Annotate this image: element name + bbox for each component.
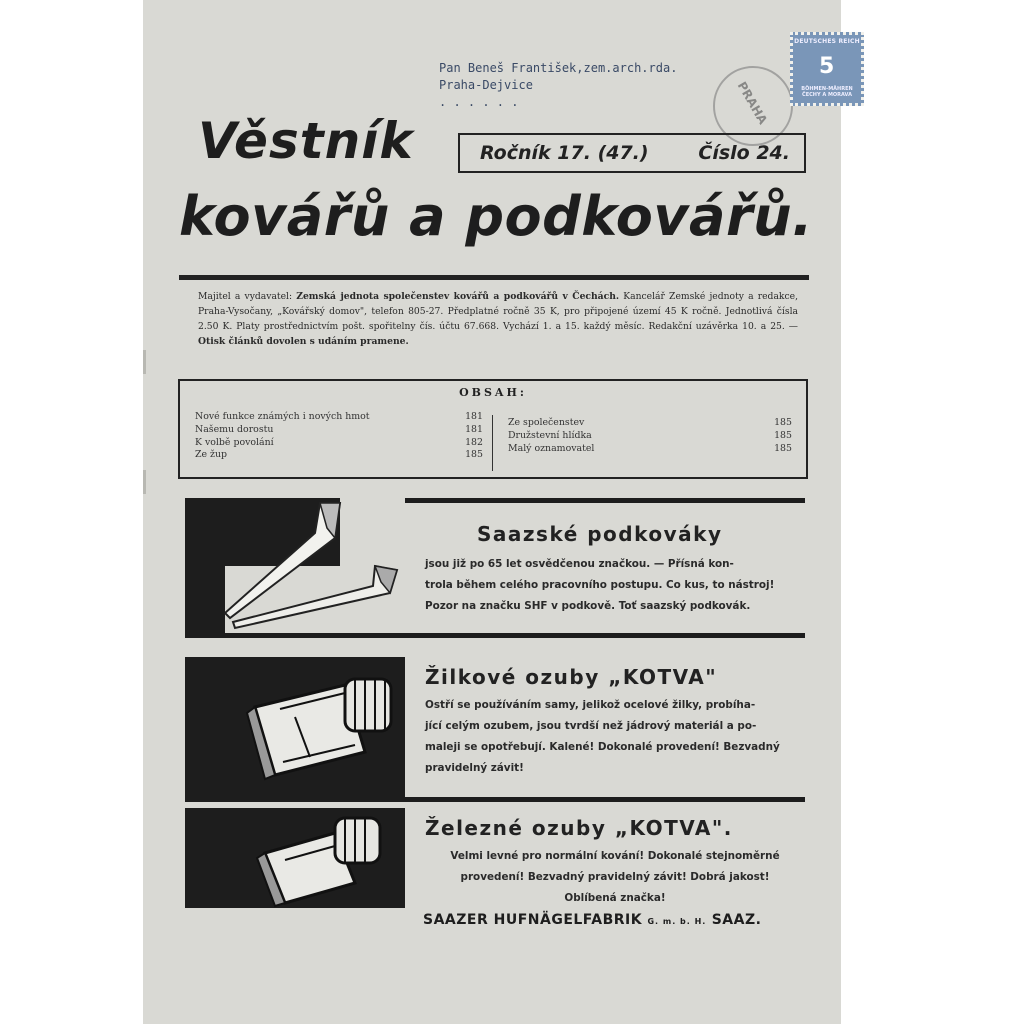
manufacturer-name: SAAZER HUFNÄGELFABRIK [423, 912, 643, 928]
ad-line: Velmi levné pro normální kování! Dokonalé stejnoměrné [450, 850, 780, 862]
ad-line: pravidelný závit! [425, 762, 524, 774]
stud-icon [185, 808, 405, 908]
toc-page: 182 [465, 436, 483, 448]
stamp-region [795, 86, 859, 98]
ad-line: jsou již po 65 let osvědčenou značkou. — Přísná kon- [425, 558, 734, 570]
toc-page: 181 [465, 411, 483, 422]
ad-line: trola během celého pracovního postupu. Co kus, to nástroj! [425, 579, 775, 591]
iron-stud-illustration [185, 808, 405, 908]
stamp-region-line-1: BÖHMEN-MÄHREN [801, 86, 853, 92]
contents-column-left [195, 411, 483, 462]
recipient-address [439, 60, 677, 111]
ad-line: Oblíbená značka! [564, 892, 666, 904]
ad-rule [185, 633, 805, 638]
masthead-title-line-2: kovářů a podkovářů. [179, 185, 814, 248]
stamp-value: 5 [819, 54, 835, 79]
ad-line: Ostří se používáním samy, jelikož ocelové žilky, probíha- [425, 699, 756, 711]
toc-title: Ze společenstev [508, 417, 585, 428]
advertisement-horseshoe-nails [185, 498, 805, 638]
manufacturer-city: SAAZ. [711, 912, 762, 928]
nail-icon [185, 498, 405, 638]
list-item [508, 430, 792, 443]
list-item [508, 417, 792, 430]
ad-body [425, 554, 774, 617]
publisher-details: Kancelář Zemské jednoty a redakce, Praha-Vysočany, „Kovářský domov", telefon 805-27. Předplatné ročně 35 K, pro připojené území 45 K ročně. Jednotlivá čísla 2.50 K. Platy prostřednictvím pošt. spořitelny čís. účtu 67.668. Vychází 1. a 15. každý měsíc. Redakční uzávěrka 10. a 25. — [198, 291, 798, 332]
ad-line: Pozor na značku SHF v podkově. Toť saazský podkovák. [425, 600, 751, 612]
table-of-contents [178, 379, 808, 479]
toc-title: K volbě povolání [195, 436, 274, 448]
masthead-rule [179, 275, 809, 280]
toc-page: 185 [774, 417, 792, 428]
volume-label: Ročník 17. (47.) [480, 142, 649, 164]
publisher-info [198, 289, 798, 349]
manufacturer-signature [423, 912, 761, 928]
contents-divider [492, 415, 493, 471]
binding-mark [143, 470, 146, 494]
newspaper-page [143, 0, 860, 1024]
list-item [508, 443, 792, 456]
toc-title: Našemu dorostu [195, 423, 274, 435]
binding-mark [143, 350, 146, 374]
ad-line: maleji se opotřebují. Kalené! Dokonalé provedení! Bezvadný [425, 741, 780, 753]
toc-title: Družstevní hlídka [508, 429, 592, 441]
stud-icon [185, 657, 405, 797]
stamp-country: DEUTSCHES REICH [794, 38, 860, 45]
list-item [195, 437, 483, 450]
issue-box [458, 133, 806, 173]
horseshoe-nails-illustration [185, 498, 405, 638]
ad-rule [185, 797, 805, 802]
toc-page: 185 [774, 429, 792, 441]
ad-heading: Saazské podkováky [477, 522, 723, 546]
address-line-2: Praha-Dejvice [439, 78, 533, 92]
ad-body [425, 846, 805, 909]
list-item [195, 449, 483, 462]
contents-column-right [508, 417, 792, 455]
publisher-reprint: Otisk článků dovolen s udáním pramene. [198, 336, 409, 347]
publisher-label: Majitel a vydavatel: [198, 291, 293, 302]
publisher-owner: Zemská jednota společenstev kovářů a podkovářů v Čechách. [296, 291, 620, 302]
postmark-text: PRAHA [734, 79, 771, 127]
toc-page: 181 [465, 423, 483, 435]
toc-title: Ze žup [195, 449, 228, 461]
ad-heading: Žilkové ozuby „KOTVA" [425, 665, 718, 689]
advertisement-kotva-studs [185, 657, 805, 797]
ad-body [425, 695, 780, 779]
stamp-region-line-2: ČECHY A MORAVA [802, 92, 852, 98]
ad-heading: Železné ozuby „KOTVA". [425, 816, 733, 840]
list-item [195, 424, 483, 437]
address-line-3: . . . . . . [439, 95, 519, 109]
contents-title: OBSAH: [459, 386, 527, 399]
toc-page: 185 [465, 449, 483, 461]
issue-number: Číslo 24. [698, 142, 790, 164]
manufacturer-suffix: G. m. b. H. [647, 917, 707, 926]
toc-page: 185 [774, 442, 792, 454]
address-line-1: Pan Beneš František,zem.arch.rda. [439, 61, 678, 75]
postage-stamp [790, 32, 864, 106]
toc-title: Nové funkce známých i nových hmot [195, 411, 370, 422]
toc-title: Malý oznamovatel [508, 442, 595, 454]
ad-line: provedení! Bezvadný pravidelný závit! Dobrá jakost! [460, 871, 770, 883]
ad-line: jící celým ozubem, jsou tvrdší než jádrový materiál a po- [425, 720, 757, 732]
masthead-title-line-1: Věstník [198, 112, 414, 170]
list-item [195, 411, 483, 424]
stud-illustration [185, 657, 405, 797]
